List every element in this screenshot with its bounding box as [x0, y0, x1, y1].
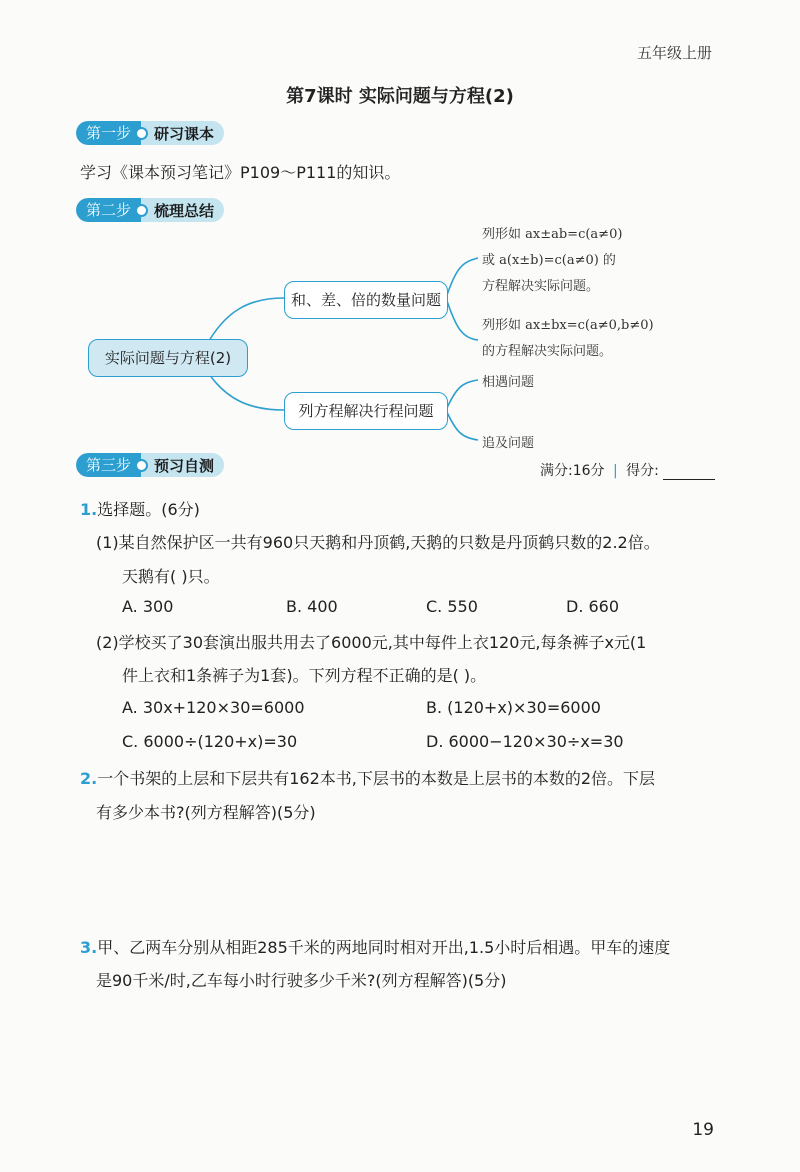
step1-text: 学习《课本预习笔记》P109～P111的知识。 — [80, 163, 401, 182]
step1-num: 第一步 — [76, 121, 141, 145]
leaf2-line: 列形如 ax±bx=c(a≠0,b≠0) — [482, 318, 654, 333]
q3-number: 3. — [80, 938, 98, 957]
score-divider: | — [612, 463, 618, 479]
step2-num: 第二步 — [76, 198, 141, 222]
step3-label: 预习自测 — [154, 456, 215, 475]
mindmap-leaf2 — [482, 313, 654, 365]
q1-p1-option-b: B. 400 — [286, 597, 338, 616]
q1-p1-line1: (1)某自然保护区一共有960只天鹅和丹顶鹤,天鹅的只数是丹顶鹤只数的2.2倍。 — [96, 533, 660, 552]
connector-branch2-leaf4 — [446, 410, 478, 440]
q1-text: 选择题。(6分) — [97, 500, 200, 519]
q3-text: 甲、乙两车分别从相距285千米的两地同时相对开出,1.5小时后相遇。甲车的速度 — [97, 938, 671, 957]
q1-p2-option-d: D. 6000−120×30÷x=30 — [426, 732, 624, 751]
connector-branch1-leaf2 — [446, 298, 478, 340]
mindmap-leaf4: 追及问题 — [482, 436, 535, 451]
step-dot-icon — [135, 127, 148, 140]
q1-p1-option-d: D. 660 — [566, 597, 620, 616]
q3-line1 — [80, 935, 670, 958]
full-score: 满分:16分 — [540, 463, 605, 479]
mindmap-branch1: 和、差、倍的数量问题 — [284, 281, 448, 319]
page-title: 第7课时 实际问题与方程(2) — [286, 86, 514, 107]
score-blank — [663, 465, 715, 480]
step2-label: 梳理总结 — [154, 201, 215, 220]
mindmap-leaf1 — [482, 222, 622, 300]
q2-text: 一个书架的上层和下层共有162本书,下层书的本数是上层书的本数的2倍。下层 — [97, 769, 656, 788]
step-dot-icon — [135, 204, 148, 217]
step-dot-icon — [135, 459, 148, 472]
q1-p1-option-a: A. 300 — [122, 597, 174, 616]
q1-number: 1. — [80, 500, 98, 519]
grade-label: 五年级上册 — [636, 44, 712, 62]
leaf1-line: 方程解决实际问题。 — [482, 279, 600, 294]
leaf2-line: 的方程解决实际问题。 — [482, 344, 613, 359]
mindmap-leaf3: 相遇问题 — [482, 375, 535, 390]
q2-number: 2. — [80, 769, 98, 788]
q2-line2: 有多少本书?(列方程解答)(5分) — [96, 803, 316, 822]
leaf1-line: 或 a(x±b)=c(a≠0) 的 — [482, 253, 616, 268]
connector-branch1-leaf1 — [446, 258, 478, 298]
q1-p2-option-b: B. (120+x)×30=6000 — [426, 698, 601, 717]
page-number: 19 — [692, 1120, 714, 1140]
connector-branch2-leaf3 — [446, 380, 478, 410]
leaf1-line: 列形如 ax±ab=c(a≠0) — [482, 227, 623, 242]
q1-p1-option-c: C. 550 — [426, 597, 478, 616]
q2-line1 — [80, 766, 655, 789]
q1-stem — [80, 497, 200, 520]
score-label: 得分: — [626, 463, 659, 479]
q1-p2-line2: 件上衣和1条裤子为1套)。下列方程不正确的是( )。 — [122, 666, 487, 685]
score-info — [540, 460, 715, 480]
step1-label: 研习课本 — [154, 124, 215, 143]
q1-p2-option-c: C. 6000÷(120+x)=30 — [122, 732, 298, 751]
q1-p1-line2: 天鹅有( )只。 — [122, 567, 220, 586]
q1-p2-line1: (2)学校买了30套演出服共用去了6000元,其中每件上衣120元,每条裤子x元(1 — [96, 633, 647, 652]
step3-badge — [76, 453, 224, 477]
mindmap-branch2: 列方程解决行程问题 — [284, 392, 448, 430]
step3-num: 第三步 — [76, 453, 141, 477]
mindmap-root: 实际问题与方程(2) — [88, 339, 248, 377]
q3-line2: 是90千米/时,乙车每小时行驶多少千米?(列方程解答)(5分) — [96, 971, 507, 990]
q1-p2-option-a: A. 30x+120×30=6000 — [122, 698, 305, 717]
